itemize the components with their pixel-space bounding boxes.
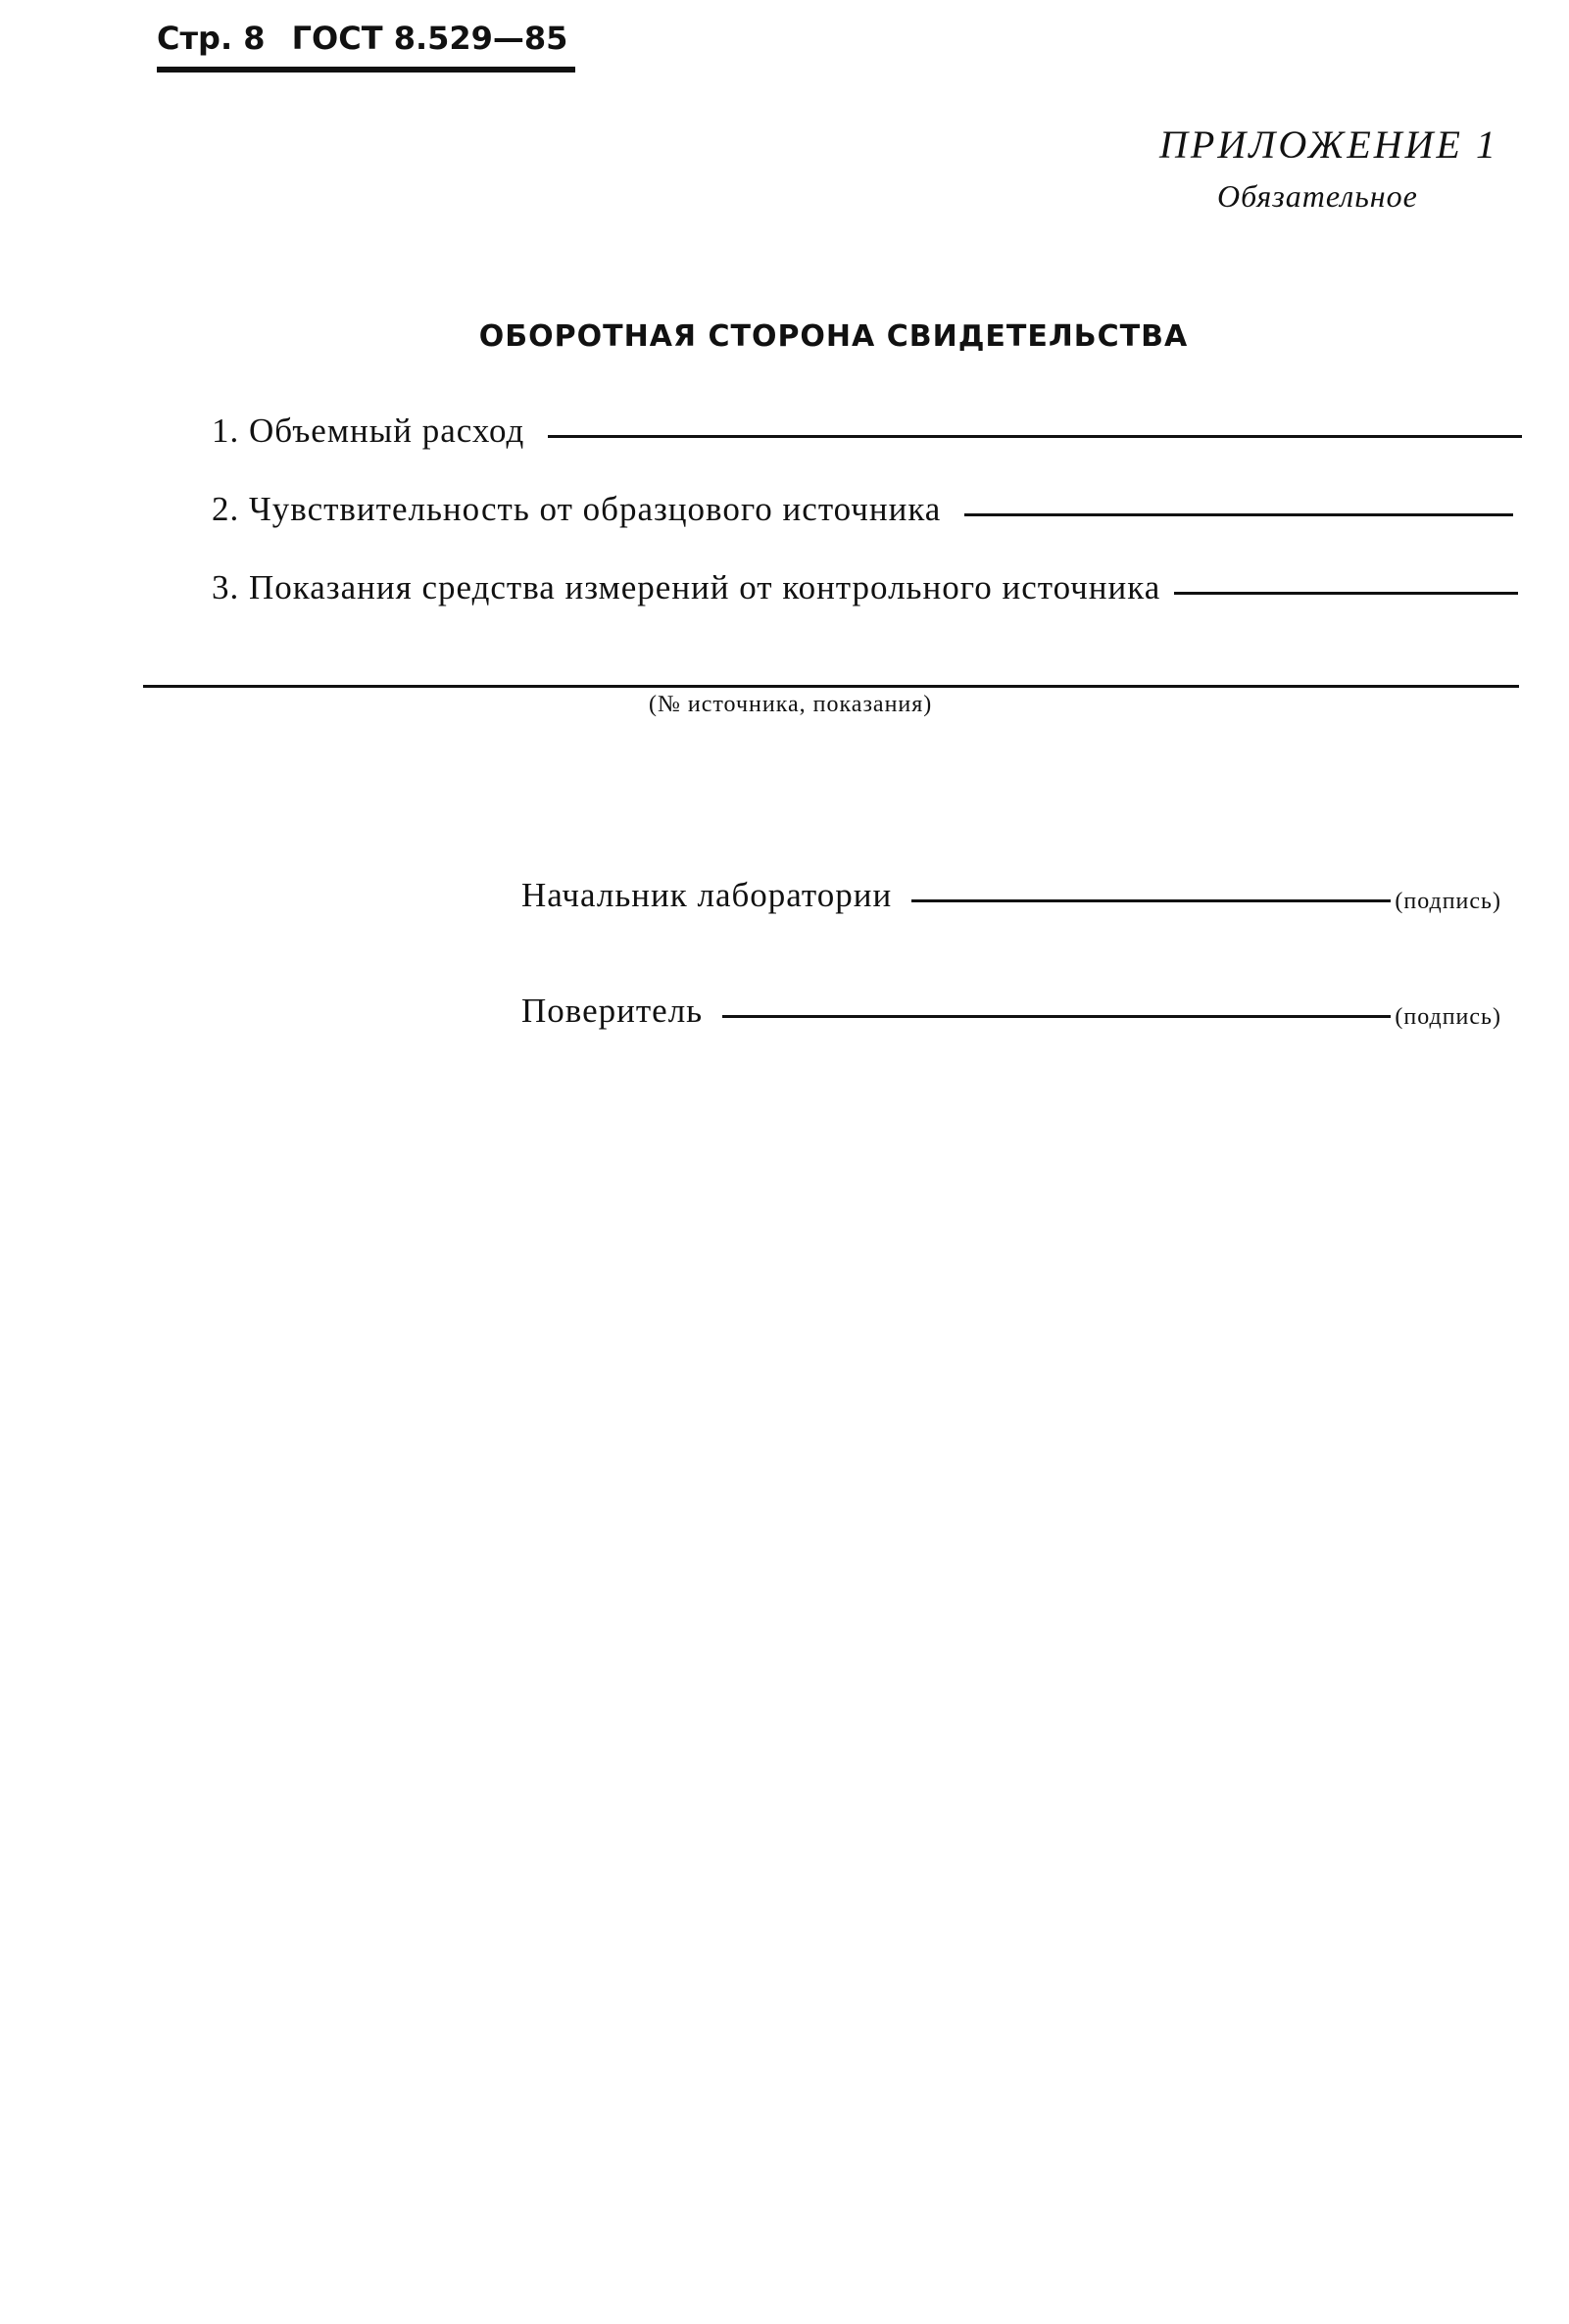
signature-line [911, 899, 1391, 902]
page-number: Стр. 8 [157, 20, 266, 57]
appendix-title: ПРИЛОЖЕНИЕ 1 [1159, 122, 1498, 167]
form-field-readings [212, 568, 1518, 607]
source-fill-in-line [143, 685, 1519, 688]
signature-caption: (подпись) [1395, 888, 1501, 914]
fill-in-line [1174, 592, 1518, 595]
form-field-sensitivity [212, 490, 1513, 529]
fill-in-line [548, 435, 1522, 438]
signature-role: Поверитель [521, 992, 704, 1030]
page-header [157, 14, 567, 63]
field-label: 2. Чувствительность от образцового источника [212, 490, 942, 528]
field-label: 3. Показания средства измерений от контрольного источника [212, 568, 1161, 606]
header-rule [157, 67, 575, 73]
signature-line [722, 1015, 1391, 1018]
signature-role: Начальник лаборатории [521, 876, 893, 914]
standard-designation: ГОСТ 8.529—85 [291, 20, 568, 57]
source-caption: (№ источника, показания) [649, 692, 933, 717]
section-title: ОБОРОТНАЯ СТОРОНА СВИДЕТЕЛЬСТВА [478, 319, 1189, 354]
signature-lab-head [521, 876, 1501, 915]
appendix-status: Обязательное [1217, 178, 1418, 214]
field-label: 1. Объемный расход [212, 412, 525, 450]
form-field-flow-rate [212, 412, 1522, 451]
signature-caption: (подпись) [1395, 1003, 1501, 1030]
fill-in-line [964, 513, 1513, 516]
signature-verifier [521, 992, 1501, 1031]
